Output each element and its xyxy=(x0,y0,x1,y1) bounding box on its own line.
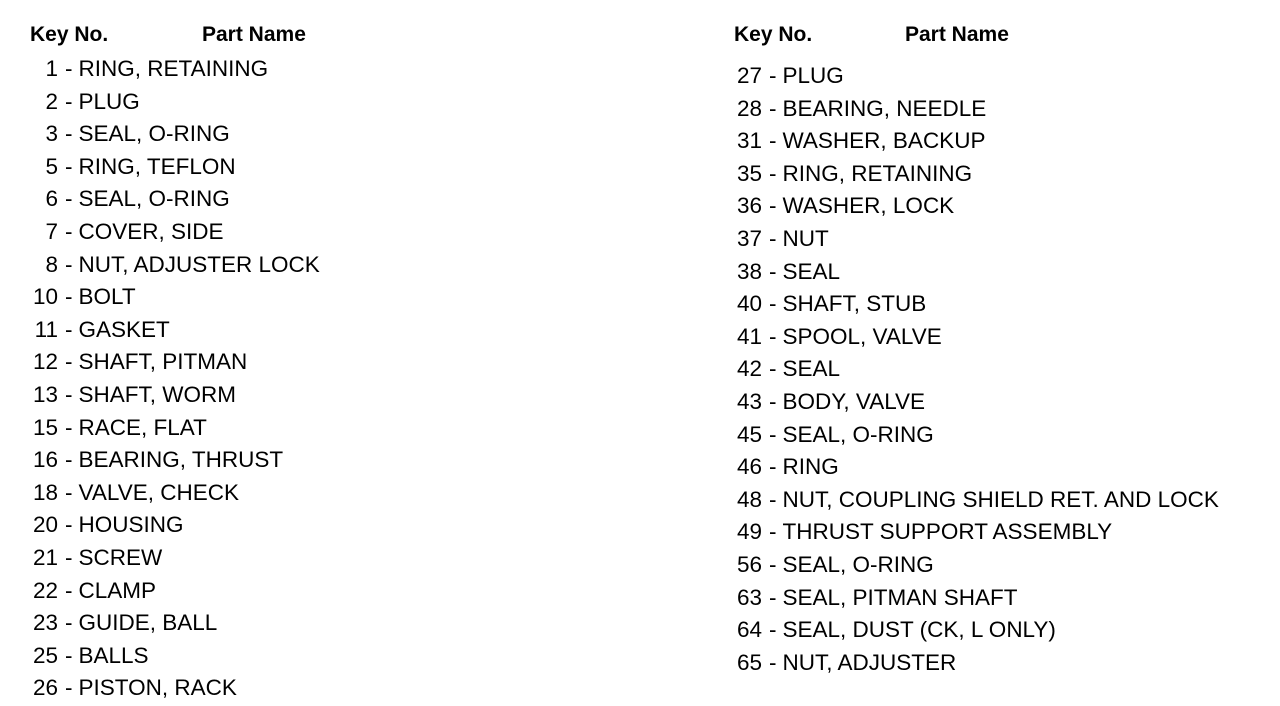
part-key-number: 1 xyxy=(45,56,58,81)
part-key-number: 22 xyxy=(32,577,58,603)
part-list-item xyxy=(30,118,650,151)
part-list-item xyxy=(30,249,650,282)
part-name: NUT xyxy=(782,225,829,251)
part-list-item xyxy=(734,256,1274,289)
part-key-number: 35 xyxy=(736,160,762,186)
part-key-number: 20 xyxy=(32,512,58,538)
part-name: RACE, FLAT xyxy=(78,414,207,440)
part-name: VALVE, CHECK xyxy=(78,479,239,505)
part-key-number: 64 xyxy=(736,617,762,643)
part-list-item xyxy=(734,125,1274,158)
key-no-heading: Key No. xyxy=(734,23,813,46)
part-key-number: 16 xyxy=(32,447,58,473)
separator-dash: - xyxy=(769,551,777,577)
part-name: HOUSING xyxy=(78,512,184,538)
separator-dash: - xyxy=(65,610,73,636)
part-name: PLUG xyxy=(78,88,140,114)
part-list-item xyxy=(30,346,650,379)
part-list-item xyxy=(30,86,650,119)
part-key-number: 12 xyxy=(32,349,58,375)
part-name: SHAFT, STUB xyxy=(782,291,927,317)
separator-dash: - xyxy=(769,388,777,414)
part-name: NUT, ADJUSTER LOCK xyxy=(78,251,320,277)
part-list-item xyxy=(734,93,1274,126)
key-no-heading: Key No. xyxy=(30,23,109,46)
right-parts-list xyxy=(734,60,1274,679)
separator-dash: - xyxy=(769,323,777,349)
part-name: RING, RETAINING xyxy=(78,56,269,81)
part-list-item xyxy=(734,353,1274,386)
separator-dash: - xyxy=(65,251,73,277)
part-name: SEAL, O-RING xyxy=(78,186,230,212)
part-name: BEARING, THRUST xyxy=(78,447,284,473)
part-key-number: 37 xyxy=(736,225,762,251)
part-key-number: 18 xyxy=(32,479,58,505)
part-list-item xyxy=(734,419,1274,452)
part-name: NUT, ADJUSTER xyxy=(782,649,957,675)
part-name: BALLS xyxy=(78,642,149,668)
separator-dash: - xyxy=(65,316,73,342)
part-name: SEAL, DUST (CK, L ONLY) xyxy=(782,617,1056,643)
part-name: RING, TEFLON xyxy=(78,153,236,179)
part-list-item xyxy=(734,223,1274,256)
part-key-number: 2 xyxy=(45,88,58,114)
part-key-number: 11 xyxy=(34,316,58,342)
part-list-item xyxy=(734,647,1274,680)
part-name: THRUST SUPPORT ASSEMBLY xyxy=(782,519,1113,545)
part-key-number: 48 xyxy=(736,486,762,512)
separator-dash: - xyxy=(769,584,777,610)
part-name-heading: Part Name xyxy=(202,23,306,46)
separator-dash: - xyxy=(65,447,73,473)
separator-dash: - xyxy=(65,577,73,603)
separator-dash: - xyxy=(769,128,777,154)
part-list-item xyxy=(734,60,1274,93)
part-name: RING, RETAINING xyxy=(782,160,973,186)
part-key-number: 27 xyxy=(736,63,762,88)
separator-dash: - xyxy=(769,63,777,88)
separator-dash: - xyxy=(65,121,73,147)
part-key-number: 5 xyxy=(45,153,58,179)
part-key-number: 10 xyxy=(32,284,58,310)
part-list-item xyxy=(734,386,1274,419)
part-list-item xyxy=(30,444,650,477)
part-list-item xyxy=(30,379,650,412)
part-name: SHAFT, PITMAN xyxy=(78,349,248,375)
part-list-item xyxy=(734,549,1274,582)
part-list-item xyxy=(30,477,650,510)
part-list-item xyxy=(30,151,650,184)
separator-dash: - xyxy=(769,356,777,382)
part-list-item xyxy=(734,484,1274,517)
part-list-item xyxy=(734,451,1274,484)
part-key-number: 26 xyxy=(32,675,58,701)
part-name: BODY, VALVE xyxy=(782,388,926,414)
part-name-heading: Part Name xyxy=(905,23,1009,46)
part-key-number: 65 xyxy=(736,649,762,675)
part-list-item xyxy=(734,582,1274,615)
part-key-number: 13 xyxy=(32,381,58,407)
part-name: SPOOL, VALVE xyxy=(782,323,942,349)
separator-dash: - xyxy=(769,649,777,675)
part-key-number: 63 xyxy=(736,584,762,610)
separator-dash: - xyxy=(769,258,777,284)
part-key-number: 28 xyxy=(736,95,762,121)
separator-dash: - xyxy=(65,512,73,538)
separator-dash: - xyxy=(65,381,73,407)
part-key-number: 21 xyxy=(32,544,58,570)
part-list-item xyxy=(30,53,650,86)
part-name: COVER, SIDE xyxy=(78,218,224,244)
part-key-number: 31 xyxy=(736,128,762,154)
part-key-number: 15 xyxy=(32,414,58,440)
separator-dash: - xyxy=(769,421,777,447)
part-name: BEARING, NEEDLE xyxy=(782,95,987,121)
part-list-item xyxy=(30,509,650,542)
part-key-number: 6 xyxy=(45,186,58,212)
parts-list-left-column xyxy=(30,20,650,705)
part-key-number: 7 xyxy=(45,218,58,244)
part-key-number: 49 xyxy=(736,519,762,545)
separator-dash: - xyxy=(769,193,777,219)
part-key-number: 25 xyxy=(32,642,58,668)
part-key-number: 42 xyxy=(736,356,762,382)
right-column-header xyxy=(734,20,1274,50)
part-list-item xyxy=(30,216,650,249)
separator-dash: - xyxy=(65,284,73,310)
separator-dash: - xyxy=(65,56,73,81)
part-name: GUIDE, BALL xyxy=(78,610,218,636)
part-key-number: 43 xyxy=(736,388,762,414)
separator-dash: - xyxy=(65,88,73,114)
part-name: SEAL xyxy=(782,356,841,382)
separator-dash: - xyxy=(65,675,73,701)
part-list-item xyxy=(734,321,1274,354)
part-name: RING xyxy=(782,454,839,480)
separator-dash: - xyxy=(769,519,777,545)
part-list-item xyxy=(734,158,1274,191)
separator-dash: - xyxy=(769,291,777,317)
part-list-item xyxy=(30,412,650,445)
part-name: SHAFT, WORM xyxy=(78,381,236,407)
separator-dash: - xyxy=(769,486,777,512)
separator-dash: - xyxy=(769,95,777,121)
part-name: CLAMP xyxy=(78,577,157,603)
part-key-number: 36 xyxy=(736,193,762,219)
part-list-item xyxy=(30,672,650,705)
part-key-number: 41 xyxy=(736,323,762,349)
part-name: NUT, COUPLING SHIELD RET. AND LOCK xyxy=(782,486,1219,512)
separator-dash: - xyxy=(769,454,777,480)
part-list-item xyxy=(30,281,650,314)
left-column-header xyxy=(30,20,650,50)
part-key-number: 23 xyxy=(32,610,58,636)
part-key-number: 8 xyxy=(45,251,58,277)
separator-dash: - xyxy=(65,479,73,505)
separator-dash: - xyxy=(65,349,73,375)
part-key-number: 56 xyxy=(736,551,762,577)
part-key-number: 46 xyxy=(736,454,762,480)
separator-dash: - xyxy=(65,218,73,244)
part-list-item xyxy=(734,190,1274,223)
separator-dash: - xyxy=(65,642,73,668)
separator-dash: - xyxy=(65,153,73,179)
part-name: SEAL xyxy=(782,258,841,284)
part-name: SEAL, PITMAN SHAFT xyxy=(782,584,1018,610)
part-name: WASHER, BACKUP xyxy=(782,128,986,154)
part-name: SCREW xyxy=(78,544,163,570)
part-key-number: 38 xyxy=(736,258,762,284)
part-name: PISTON, RACK xyxy=(78,675,237,701)
separator-dash: - xyxy=(65,186,73,212)
part-key-number: 3 xyxy=(45,121,58,147)
part-list-item xyxy=(30,183,650,216)
part-name: BOLT xyxy=(78,284,136,310)
separator-dash: - xyxy=(65,544,73,570)
part-list-item xyxy=(30,314,650,347)
part-list-item xyxy=(734,288,1274,321)
part-name: WASHER, LOCK xyxy=(782,193,955,219)
part-list-item xyxy=(30,640,650,673)
separator-dash: - xyxy=(769,160,777,186)
separator-dash: - xyxy=(769,617,777,643)
parts-list-right-column xyxy=(734,20,1274,679)
part-name: GASKET xyxy=(78,316,170,342)
part-key-number: 45 xyxy=(736,421,762,447)
part-list-item xyxy=(30,542,650,575)
part-list-item xyxy=(30,575,650,608)
part-name: PLUG xyxy=(782,63,844,88)
part-list-item xyxy=(734,614,1274,647)
part-list-item xyxy=(30,607,650,640)
part-name: SEAL, O-RING xyxy=(782,421,934,447)
part-name: SEAL, O-RING xyxy=(782,551,934,577)
separator-dash: - xyxy=(65,414,73,440)
left-parts-list xyxy=(30,53,650,705)
part-list-item xyxy=(734,516,1274,549)
part-name: SEAL, O-RING xyxy=(78,121,230,147)
separator-dash: - xyxy=(769,225,777,251)
part-key-number: 40 xyxy=(736,291,762,317)
